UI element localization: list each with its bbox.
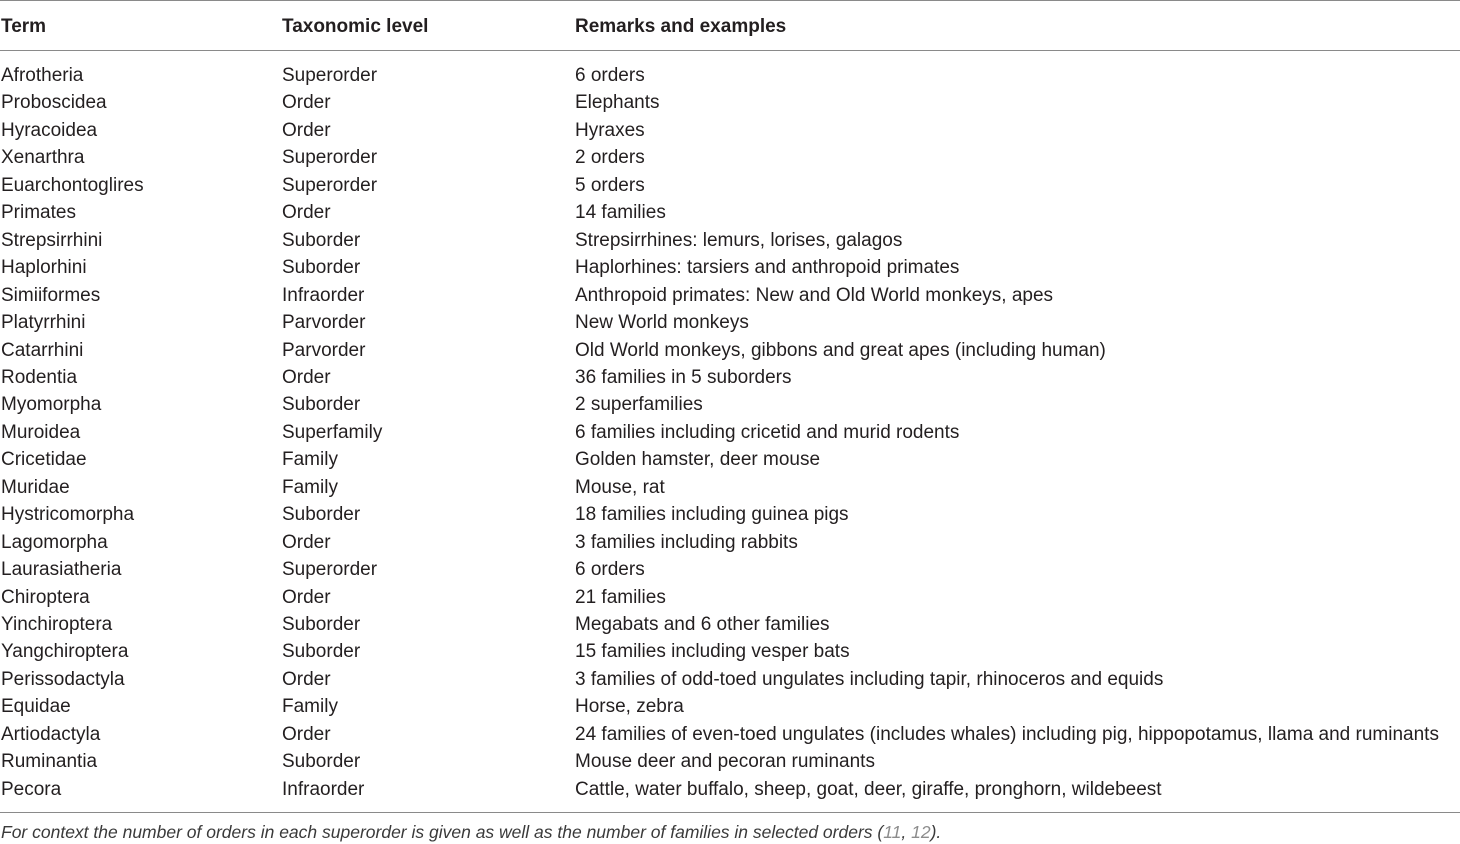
header-remarks: Remarks and examples (575, 16, 787, 37)
cell-remarks: Horse, zebra (575, 696, 684, 718)
cell-term: Laurasiatheria (1, 559, 122, 581)
cell-remarks: 3 families of odd-toed ungulates including tapir, rhinoceros and equids (575, 668, 1164, 690)
cell-taxonomic-level: Suborder (282, 394, 361, 416)
table-row (0, 172, 1460, 199)
footnote-separator: , (901, 822, 912, 842)
header-term: Term (1, 16, 47, 37)
cell-taxonomic-level: Order (282, 366, 331, 388)
table-bottom-rule (0, 812, 1460, 813)
table-row (0, 89, 1460, 116)
cell-remarks: 2 orders (575, 147, 645, 169)
cell-taxonomic-level: Order (282, 586, 331, 608)
cell-remarks: Golden hamster, deer mouse (575, 449, 821, 471)
cell-remarks: 18 families including guinea pigs (575, 504, 849, 526)
table-row (0, 776, 1460, 803)
cell-term: Perissodactyla (1, 668, 125, 690)
cell-taxonomic-level: Superorder (282, 559, 378, 581)
cell-term: Cricetidae (1, 449, 87, 471)
cell-term: Lagomorpha (1, 531, 108, 553)
cell-taxonomic-level: Order (282, 668, 331, 690)
cell-taxonomic-level: Suborder (282, 257, 361, 279)
table-row (0, 721, 1460, 748)
cell-taxonomic-level: Superorder (282, 174, 378, 196)
table-row (0, 474, 1460, 501)
cell-remarks: Anthropoid primates: New and Old World monkeys, apes (575, 284, 1054, 306)
cell-remarks: 15 families including vesper bats (575, 641, 850, 663)
cell-term: Euarchontoglires (1, 174, 144, 196)
table-row (0, 556, 1460, 583)
cell-taxonomic-level: Superfamily (282, 421, 383, 443)
cell-remarks: 6 families including cricetid and murid rodents (575, 421, 960, 443)
cell-term: Yangchiroptera (1, 641, 129, 663)
table-row (0, 117, 1460, 144)
table-row (0, 199, 1460, 226)
table-row (0, 282, 1460, 309)
cell-remarks: Old World monkeys, gibbons and great apes (including human) (575, 339, 1106, 361)
cell-term: Ruminantia (1, 751, 98, 773)
cell-term: Primates (1, 202, 76, 224)
table-footnote (1, 820, 941, 844)
cell-taxonomic-level: Infraorder (282, 284, 365, 306)
table-row (0, 446, 1460, 473)
cell-term: Artiodactyla (1, 723, 101, 745)
footnote-text: For context the number of orders in each superorder is given as well as the number of families in selected orders ( (1, 822, 884, 842)
cell-remarks: 5 orders (575, 174, 645, 196)
cell-taxonomic-level: Order (282, 723, 331, 745)
cell-taxonomic-level: Order (282, 531, 331, 553)
cell-taxonomic-level: Suborder (282, 641, 361, 663)
cell-remarks: New World monkeys (575, 312, 749, 334)
cell-term: Rodentia (1, 366, 78, 388)
cell-term: Platyrrhini (1, 312, 86, 334)
cell-taxonomic-level: Order (282, 119, 331, 141)
cell-term: Muroidea (1, 421, 81, 443)
cell-taxonomic-level: Order (282, 202, 331, 224)
table-row (0, 693, 1460, 720)
table-row (0, 638, 1460, 665)
cell-taxonomic-level: Family (282, 449, 338, 471)
table-row (0, 364, 1460, 391)
table-row (0, 144, 1460, 171)
cell-remarks: 6 orders (575, 559, 645, 581)
cell-term: Haplorhini (1, 257, 87, 279)
cell-remarks: 3 families including rabbits (575, 531, 798, 553)
cell-term: Strepsirrhini (1, 229, 103, 251)
cell-taxonomic-level: Order (282, 92, 331, 114)
table-row (0, 391, 1460, 418)
table-row (0, 529, 1460, 556)
reference-link-12[interactable]: 12 (911, 822, 931, 842)
cell-remarks: Hyraxes (575, 119, 645, 141)
cell-remarks: 36 families in 5 suborders (575, 366, 792, 388)
cell-remarks: Strepsirrhines: lemurs, lorises, galagos (575, 229, 903, 251)
cell-taxonomic-level: Suborder (282, 614, 361, 635)
table-row (0, 62, 1460, 89)
table-row (0, 227, 1460, 254)
cell-term: Simiiformes (1, 284, 101, 306)
cell-taxonomic-level: Family (282, 696, 338, 718)
reference-link-11[interactable]: 11 (883, 822, 902, 842)
cell-taxonomic-level: Superorder (282, 147, 378, 169)
cell-remarks: 21 families (575, 586, 666, 608)
table-row (0, 501, 1460, 528)
cell-taxonomic-level: Superorder (282, 65, 378, 86)
cell-term: Hystricomorpha (1, 504, 135, 526)
cell-remarks: Cattle, water buffalo, sheep, goat, deer, giraffe, pronghorn, wildebeest (575, 778, 1162, 800)
cell-term: Equidae (1, 696, 71, 718)
cell-remarks: Mouse, rat (575, 476, 665, 498)
cell-term: Afrotheria (1, 65, 84, 86)
cell-taxonomic-level: Family (282, 476, 338, 498)
cell-remarks: Mouse deer and pecoran ruminants (575, 751, 875, 773)
cell-term: Catarrhini (1, 339, 84, 361)
cell-term: Pecora (1, 778, 62, 800)
cell-taxonomic-level: Infraorder (282, 778, 365, 800)
cell-term: Hyracoidea (1, 119, 98, 141)
table-row (0, 254, 1460, 281)
cell-term: Yinchiroptera (1, 614, 113, 635)
cell-remarks: 14 families (575, 202, 666, 224)
footnote-end: ). (930, 822, 942, 842)
cell-remarks: 6 orders (575, 65, 645, 86)
cell-taxonomic-level: Parvorder (282, 312, 366, 334)
table-row (0, 419, 1460, 446)
cell-term: Proboscidea (1, 92, 107, 114)
cell-taxonomic-level: Parvorder (282, 339, 366, 361)
table-row (0, 337, 1460, 364)
cell-taxonomic-level: Suborder (282, 229, 361, 251)
cell-remarks: Megabats and 6 other families (575, 614, 830, 635)
header-taxonomic-level: Taxonomic level (282, 16, 429, 37)
table-row (0, 748, 1460, 775)
cell-remarks: Haplorhines: tarsiers and anthropoid primates (575, 257, 960, 279)
cell-remarks: 2 superfamilies (575, 394, 703, 416)
cell-remarks: Elephants (575, 92, 660, 114)
table-header-rule (0, 50, 1460, 51)
table-row (0, 666, 1460, 693)
cell-term: Muridae (1, 476, 70, 498)
table-row (0, 309, 1460, 336)
cell-taxonomic-level: Suborder (282, 751, 361, 773)
cell-remarks: 24 families of even-toed ungulates (includes whales) including pig, hippopotamus, llama and ruminants (575, 723, 1439, 745)
table-row (0, 584, 1460, 611)
table-row (0, 611, 1460, 638)
cell-taxonomic-level: Suborder (282, 504, 361, 526)
cell-term: Chiroptera (1, 586, 90, 608)
cell-term: Xenarthra (1, 147, 85, 169)
table-top-rule (0, 0, 1460, 1)
table-header-row (0, 13, 1460, 40)
cell-term: Myomorpha (1, 394, 102, 416)
